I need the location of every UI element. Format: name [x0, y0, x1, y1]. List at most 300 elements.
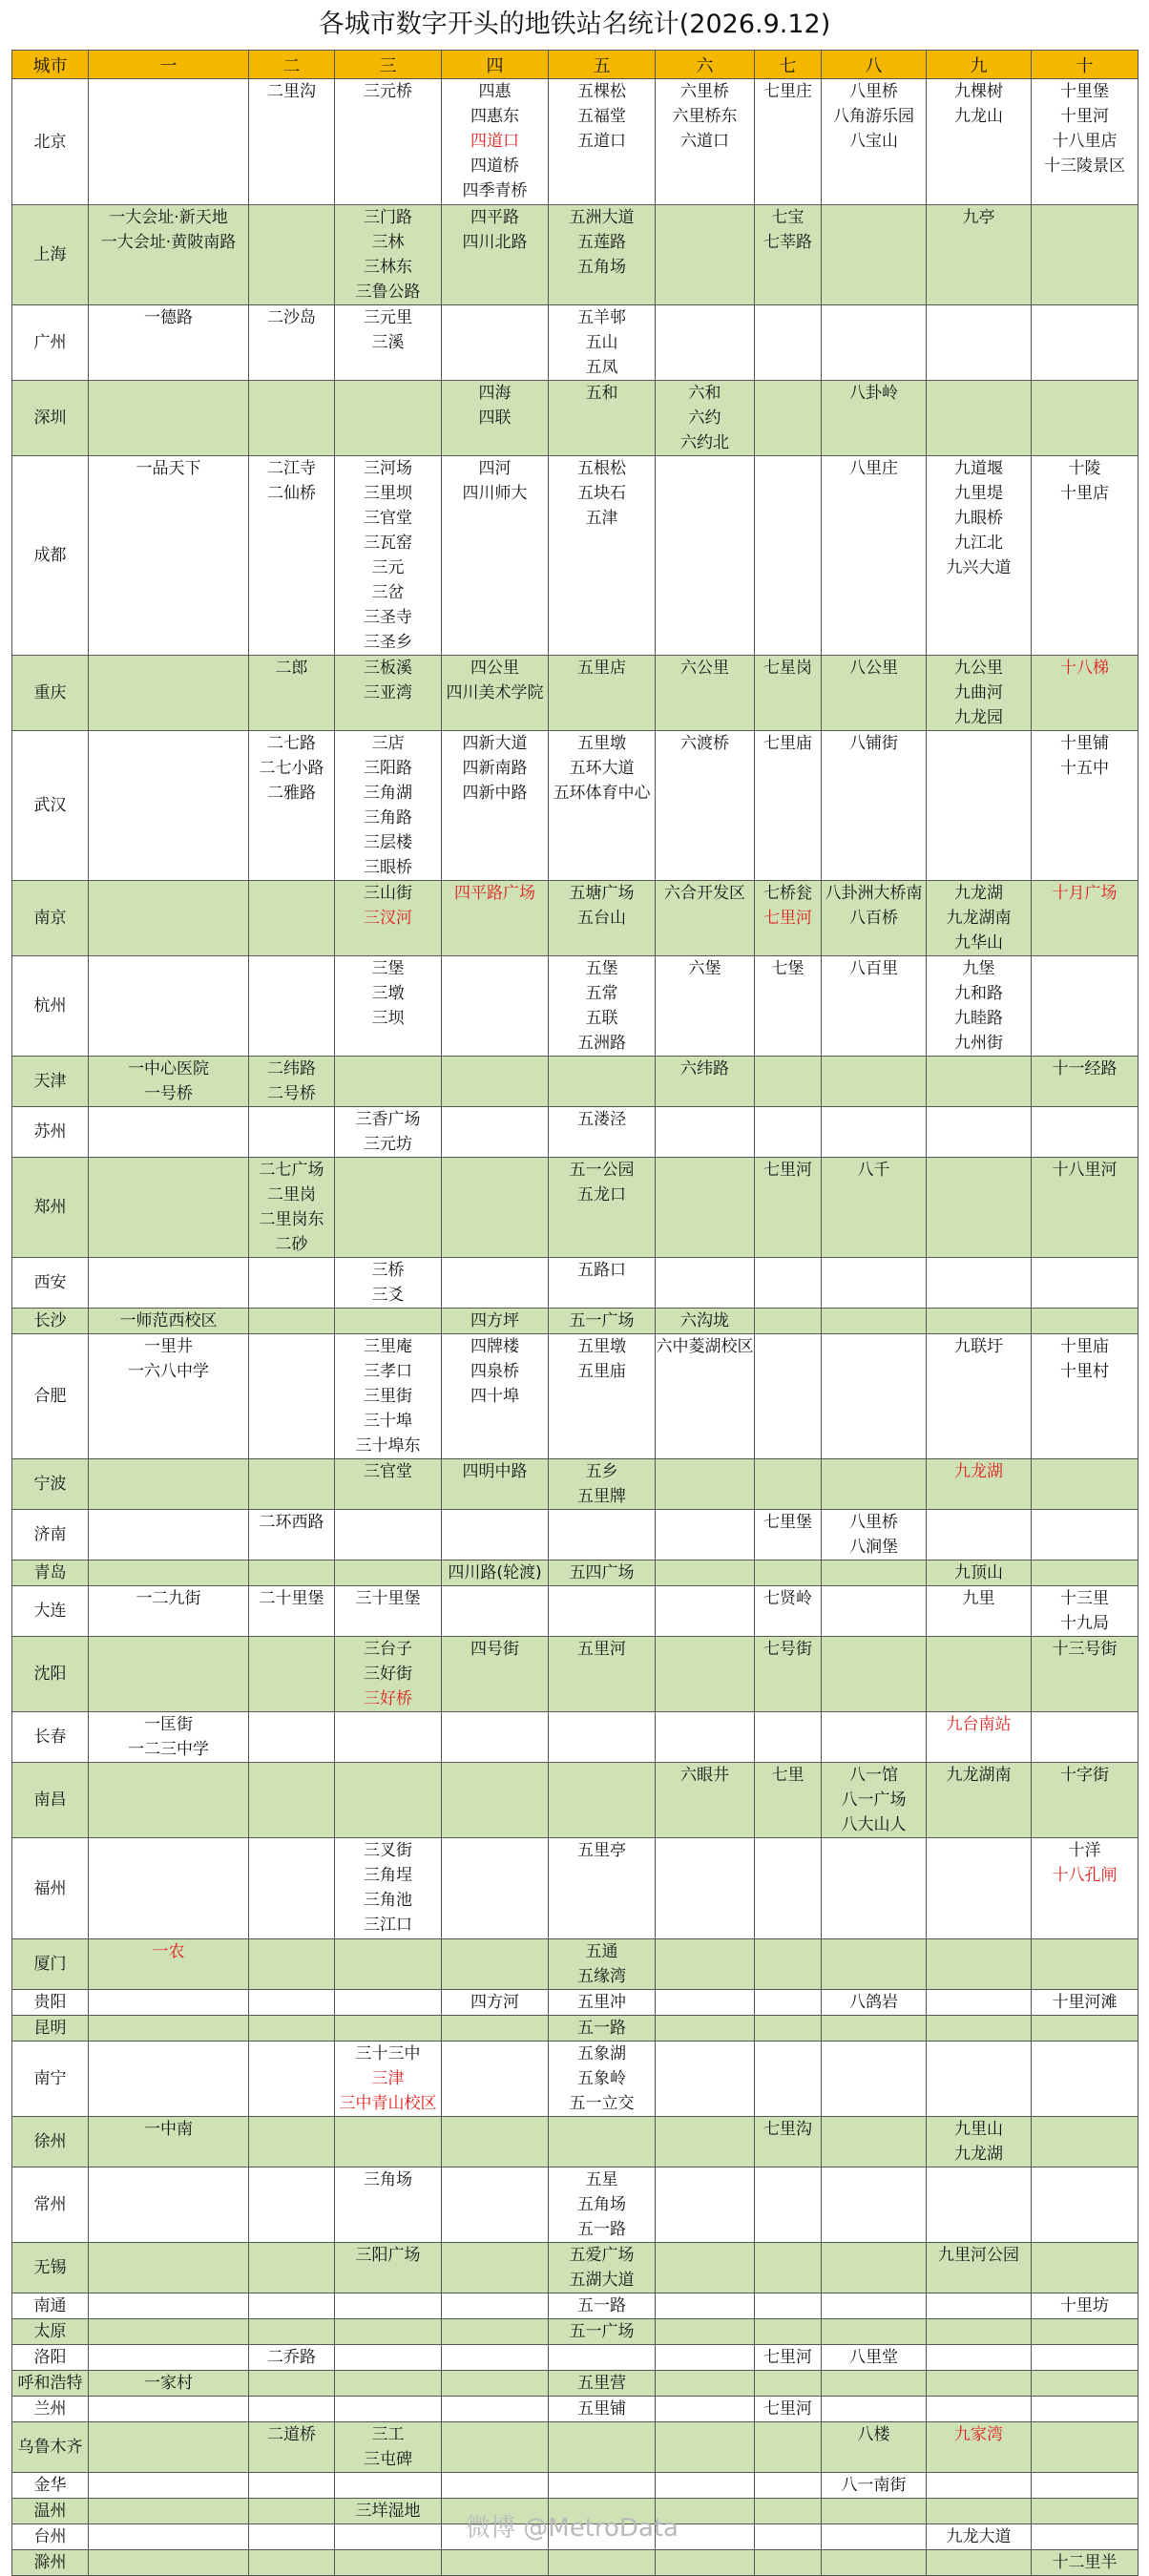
stations-cell [549, 2422, 656, 2473]
header-city: 城市 [12, 51, 89, 79]
stations-cell [822, 1712, 927, 1763]
station-name: 六约北 [680, 433, 729, 452]
station-name: 四号街 [470, 1640, 519, 1659]
station-name: 二雅路 [267, 784, 316, 803]
stations-cell [755, 1990, 822, 2016]
station-name: 七里河 [763, 1161, 812, 1180]
station-name: 九里河公园 [938, 2246, 1019, 2265]
stations-cell [442, 1560, 549, 1586]
stations-cell [335, 2371, 442, 2397]
station-name: 十里店 [1060, 484, 1109, 503]
stations-cell [656, 881, 755, 956]
stations-cell [656, 2422, 755, 2473]
stations-cell [249, 456, 335, 656]
stations-cell [822, 1057, 927, 1107]
station-name: 三阳路 [364, 759, 412, 778]
stations-cell [442, 2422, 549, 2473]
table-row [12, 2550, 1139, 2576]
city-cell: 南昌 [12, 1763, 89, 1838]
city-cell: 合肥 [12, 1334, 89, 1459]
station-name: 六纬路 [680, 1059, 729, 1079]
stations-cell [549, 2550, 656, 2576]
station-name: 八里庄 [849, 459, 898, 478]
stations-cell [89, 1510, 249, 1560]
station-name: 二环西路 [259, 1513, 324, 1532]
header-digit: 五 [549, 51, 656, 79]
header-digit: 九 [927, 51, 1032, 79]
header-digit: 十 [1032, 51, 1139, 79]
stations-cell [1032, 2524, 1139, 2550]
stations-cell [1032, 2243, 1139, 2293]
station-name: 四海 [478, 384, 512, 403]
station-name: 五里牌 [577, 1487, 626, 1506]
stations-cell [335, 1838, 442, 1939]
stations-cell [442, 956, 549, 1057]
stations-cell [549, 1057, 656, 1107]
stations-cell [656, 456, 755, 656]
stations-cell [335, 1939, 442, 1990]
stations-cell [755, 1510, 822, 1560]
stations-cell [822, 1510, 927, 1560]
stations-cell [927, 1939, 1032, 1990]
stations-cell [1032, 1258, 1139, 1309]
stations-cell [1032, 2042, 1139, 2117]
stations-cell [927, 2473, 1032, 2499]
station-name: 二江寺 [267, 459, 316, 478]
station-name: 七里庄 [763, 82, 812, 101]
stations-cell [335, 2524, 442, 2550]
stations-cell [656, 956, 755, 1057]
station-name: 二七广场 [259, 1161, 324, 1180]
table-row [12, 205, 1139, 305]
stations-cell [822, 2422, 927, 2473]
stations-cell [249, 2473, 335, 2499]
stations-cell [89, 2016, 249, 2042]
stations-cell [822, 1939, 927, 1990]
stations-cell [656, 2371, 755, 2397]
stations-cell [442, 79, 549, 205]
station-name: 四新大道 [462, 734, 528, 753]
stations-cell [822, 1158, 927, 1258]
stations-cell [89, 79, 249, 205]
station-name: 十五中 [1060, 759, 1109, 778]
stations-cell [755, 2319, 822, 2345]
station-name: 五里营 [577, 2374, 626, 2393]
station-name: 四平路广场 [454, 884, 535, 903]
station-name: 一大会址·黄陂南路 [100, 233, 237, 252]
station-name: 五道口 [577, 132, 626, 151]
table-row [12, 2293, 1139, 2319]
station-name: 三门路 [364, 208, 412, 227]
stations-cell [927, 2042, 1032, 2117]
stations-cell [1032, 2473, 1139, 2499]
stations-cell [656, 1939, 755, 1990]
station-name: 五爱广场 [569, 2246, 635, 2265]
city-cell: 武汉 [12, 731, 89, 881]
station-name: 三中青山校区 [339, 2094, 437, 2113]
stations-cell [755, 2524, 822, 2550]
table-row [12, 1560, 1139, 1586]
stations-cell [755, 456, 822, 656]
station-name: 三元里 [364, 308, 412, 327]
station-name: 三岔 [371, 583, 405, 602]
station-name: 一中心医院 [128, 1059, 209, 1079]
stations-cell [927, 2345, 1032, 2371]
stations-cell [755, 1637, 822, 1712]
stations-cell [89, 2117, 249, 2168]
stations-cell [549, 381, 656, 456]
station-name: 十八梯 [1060, 659, 1109, 678]
station-name: 一二三中学 [128, 1740, 209, 1759]
stations-cell [249, 79, 335, 205]
station-name: 六堡 [688, 959, 721, 978]
station-name: 九龙湖 [954, 884, 1003, 903]
stations-cell [1032, 205, 1139, 305]
stations-cell [755, 2168, 822, 2243]
stations-cell [249, 2319, 335, 2345]
station-name: 五溇泾 [577, 1110, 626, 1129]
stations-cell [927, 1057, 1032, 1107]
stations-cell [335, 2499, 442, 2524]
stations-cell [549, 1990, 656, 2016]
station-name: 九和路 [954, 984, 1003, 1003]
table-row [12, 1510, 1139, 1560]
station-name: 五环体育中心 [553, 784, 651, 803]
station-name: 八百桥 [849, 909, 898, 928]
stations-cell [335, 2319, 442, 2345]
stations-cell [335, 2550, 442, 2576]
city-cell: 乌鲁木齐 [12, 2422, 89, 2473]
stations-cell [927, 1510, 1032, 1560]
station-name: 五角场 [577, 258, 626, 277]
stations-cell [335, 2397, 442, 2422]
stations-cell [755, 2371, 822, 2397]
stations-cell [755, 2117, 822, 2168]
station-name: 三工 [371, 2425, 405, 2444]
stations-cell [442, 2319, 549, 2345]
station-name: 五堡 [585, 959, 618, 978]
station-name: 四新中路 [462, 784, 528, 803]
stations-cell [656, 305, 755, 381]
stations-cell [442, 2117, 549, 2168]
stations-cell [1032, 2422, 1139, 2473]
station-name: 三里街 [364, 1387, 412, 1406]
stations-cell [656, 381, 755, 456]
stations-cell [249, 1637, 335, 1712]
stations-cell [755, 2397, 822, 2422]
city-cell: 南通 [12, 2293, 89, 2319]
station-name: 八大山人 [841, 1815, 907, 1834]
station-name: 六眼井 [680, 1766, 729, 1785]
stations-cell [442, 381, 549, 456]
stations-cell [549, 205, 656, 305]
table-row [12, 1258, 1139, 1309]
city-cell: 贵阳 [12, 1990, 89, 2016]
station-name: 一中南 [144, 2120, 193, 2139]
stations-cell [822, 656, 927, 731]
stations-cell [249, 2168, 335, 2243]
stations-cell [89, 956, 249, 1057]
stations-cell [755, 2042, 822, 2117]
stations-cell [927, 1309, 1032, 1334]
stations-cell [656, 79, 755, 205]
header-digit: 二 [249, 51, 335, 79]
table-row [12, 1057, 1139, 1107]
station-name: 九里 [962, 1589, 995, 1608]
city-cell: 台州 [12, 2524, 89, 2550]
stations-cell [335, 1560, 442, 1586]
station-name: 九州街 [954, 1034, 1003, 1053]
station-name: 八涧堡 [849, 1538, 898, 1557]
station-name: 五里墩 [577, 734, 626, 753]
stations-cell [1032, 1939, 1139, 1990]
stations-cell [335, 456, 442, 656]
stations-cell [822, 1258, 927, 1309]
stations-cell [822, 456, 927, 656]
station-name: 十三陵景区 [1044, 157, 1125, 176]
stations-cell [927, 2293, 1032, 2319]
station-name: 四道桥 [470, 157, 519, 176]
stations-cell [89, 1586, 249, 1637]
watermark: 微博 @MetroData [466, 2514, 679, 2543]
header-digit: 六 [656, 51, 755, 79]
stations-cell [442, 205, 549, 305]
city-cell: 福州 [12, 1838, 89, 1939]
stations-cell [249, 2016, 335, 2042]
stations-cell [822, 1560, 927, 1586]
station-name: 二郎 [275, 659, 308, 678]
station-name: 四新南路 [462, 759, 528, 778]
station-name: 五一路 [577, 2019, 626, 2038]
station-name: 九曲河 [954, 683, 1003, 702]
station-name: 十字街 [1060, 1766, 1109, 1785]
stations-cell [927, 2016, 1032, 2042]
stations-cell [549, 1334, 656, 1459]
station-name: 四道口 [470, 132, 519, 151]
station-name: 九顶山 [954, 1563, 1003, 1582]
stations-cell [249, 1990, 335, 2016]
stations-cell [549, 2016, 656, 2042]
stations-cell [656, 1637, 755, 1712]
stations-cell [335, 1258, 442, 1309]
station-name: 二里沟 [267, 82, 316, 101]
stations-cell [549, 656, 656, 731]
stations-cell [656, 2042, 755, 2117]
stations-cell [656, 2345, 755, 2371]
table-row [12, 456, 1139, 656]
station-name: 五棵松 [577, 82, 626, 101]
station-name: 五里庙 [577, 1362, 626, 1381]
stations-cell [335, 79, 442, 205]
station-name: 十里村 [1060, 1362, 1109, 1381]
station-name: 一品天下 [136, 459, 201, 478]
stations-cell [656, 1838, 755, 1939]
station-name: 八鸽岩 [849, 1993, 898, 2012]
station-name: 三板溪 [364, 659, 412, 678]
table-row [12, 2243, 1139, 2293]
station-table [11, 50, 1139, 2576]
stations-cell [442, 656, 549, 731]
stations-cell [549, 1712, 656, 1763]
header-digit: 四 [442, 51, 549, 79]
stations-cell [549, 881, 656, 956]
stations-cell [335, 205, 442, 305]
station-name: 九龙湖 [954, 2145, 1003, 2164]
stations-cell [927, 381, 1032, 456]
table-row [12, 1637, 1139, 1712]
stations-cell [822, 1309, 927, 1334]
stations-cell [822, 881, 927, 956]
stations-cell [335, 2345, 442, 2371]
stations-cell [549, 2042, 656, 2117]
station-name: 四十埠 [470, 1387, 519, 1406]
station-name: 二七路 [267, 734, 316, 753]
station-name: 三台子 [364, 1640, 412, 1659]
stations-cell [442, 1107, 549, 1158]
station-name: 三十三中 [355, 2044, 421, 2063]
station-name: 九公里 [954, 659, 1003, 678]
station-name: 十里河 [1060, 107, 1109, 126]
stations-cell [822, 2550, 927, 2576]
header-digit: 三 [335, 51, 442, 79]
stations-cell [822, 1990, 927, 2016]
station-name: 四明中路 [462, 1462, 528, 1481]
station-name: 五里河 [577, 1640, 626, 1659]
table-row [12, 79, 1139, 205]
table-row [12, 2422, 1139, 2473]
station-name: 九龙湖 [954, 1462, 1003, 1481]
city-cell: 上海 [12, 205, 89, 305]
station-name: 十月广场 [1052, 884, 1118, 903]
stations-cell [442, 1637, 549, 1712]
stations-cell [927, 2422, 1032, 2473]
stations-cell [249, 1763, 335, 1838]
stations-cell [822, 381, 927, 456]
stations-cell [549, 79, 656, 205]
station-name: 五角场 [577, 2195, 626, 2214]
stations-cell [822, 2319, 927, 2345]
station-name: 三叉街 [364, 1841, 412, 1860]
station-name: 四川师大 [462, 484, 528, 503]
stations-cell [335, 1763, 442, 1838]
city-cell: 成都 [12, 456, 89, 656]
stations-cell [755, 2499, 822, 2524]
stations-cell [822, 2293, 927, 2319]
station-name: 三好桥 [364, 1689, 412, 1708]
stations-cell [549, 1309, 656, 1334]
stations-cell [822, 1586, 927, 1637]
station-name: 六沟垅 [680, 1311, 729, 1330]
stations-cell [335, 2243, 442, 2293]
station-name: 十九局 [1060, 1614, 1109, 1633]
station-name: 八一馆 [849, 1766, 898, 1785]
stations-cell [927, 1334, 1032, 1459]
stations-cell [442, 1334, 549, 1459]
stations-cell [1032, 2117, 1139, 2168]
stations-cell [656, 2550, 755, 2576]
stations-cell [656, 1158, 755, 1258]
station-name: 七里河 [763, 2399, 812, 2419]
station-name: 五乡 [585, 1462, 618, 1481]
city-cell: 洛阳 [12, 2345, 89, 2371]
stations-cell [549, 1637, 656, 1712]
station-name: 五一路 [577, 2296, 626, 2315]
station-name: 一大会址·新天地 [109, 208, 228, 227]
stations-cell [1032, 2345, 1139, 2371]
stations-cell [822, 2042, 927, 2117]
stations-cell [1032, 2168, 1139, 2243]
stations-cell [249, 881, 335, 956]
stations-cell [335, 1990, 442, 2016]
station-name: 五凤 [585, 358, 618, 377]
station-name: 三里坝 [364, 484, 412, 503]
station-name: 五星 [585, 2170, 618, 2189]
stations-cell [1032, 305, 1139, 381]
stations-cell [656, 2016, 755, 2042]
station-name: 九台南站 [946, 1715, 1012, 1734]
station-name: 四方河 [470, 1993, 519, 2012]
station-name: 三汊河 [364, 909, 412, 928]
station-name: 八卦洲大桥南 [825, 884, 923, 903]
stations-cell [822, 2117, 927, 2168]
stations-cell [335, 1334, 442, 1459]
station-name: 二纬路 [267, 1059, 316, 1079]
stations-cell [755, 1939, 822, 1990]
station-name: 五羊邨 [577, 308, 626, 327]
stations-cell [249, 2422, 335, 2473]
city-cell: 厦门 [12, 1939, 89, 1990]
stations-cell [1032, 2319, 1139, 2345]
station-name: 二里岗东 [259, 1210, 324, 1229]
stations-cell [335, 2473, 442, 2499]
table-row [12, 1838, 1139, 1939]
header-digit: 一 [89, 51, 249, 79]
station-name: 五山 [585, 333, 618, 352]
stations-cell [442, 2473, 549, 2499]
station-name: 十三号街 [1052, 1640, 1118, 1659]
station-name: 四惠 [478, 82, 512, 101]
station-name: 四平路 [470, 208, 519, 227]
table-row [12, 1158, 1139, 1258]
station-name: 四季青桥 [462, 181, 528, 200]
city-cell: 常州 [12, 2168, 89, 2243]
station-name: 五塘广场 [569, 884, 635, 903]
station-name: 三瓦窑 [364, 534, 412, 553]
city-cell: 长沙 [12, 1309, 89, 1334]
station-name: 三官堂 [364, 1462, 412, 1481]
station-name: 九睦路 [954, 1009, 1003, 1028]
stations-cell [89, 2243, 249, 2293]
station-name: 四川北路 [462, 233, 528, 252]
station-name: 二乔路 [267, 2348, 316, 2367]
station-name: 五一广场 [569, 1311, 635, 1330]
stations-cell [755, 1334, 822, 1459]
station-name: 三墩 [371, 984, 405, 1003]
station-name: 一六八中学 [128, 1362, 209, 1381]
station-name: 四公里 [470, 659, 519, 678]
station-name: 三角埕 [364, 1866, 412, 1885]
station-name: 三孝口 [364, 1362, 412, 1381]
stations-cell [1032, 1586, 1139, 1637]
stations-cell [755, 1763, 822, 1838]
stations-cell [442, 1057, 549, 1107]
station-name: 五里亭 [577, 1841, 626, 1860]
table-row [12, 1107, 1139, 1158]
stations-cell [89, 2168, 249, 2243]
stations-cell [249, 1712, 335, 1763]
station-name: 三好街 [364, 1665, 412, 1684]
city-cell: 宁波 [12, 1459, 89, 1510]
